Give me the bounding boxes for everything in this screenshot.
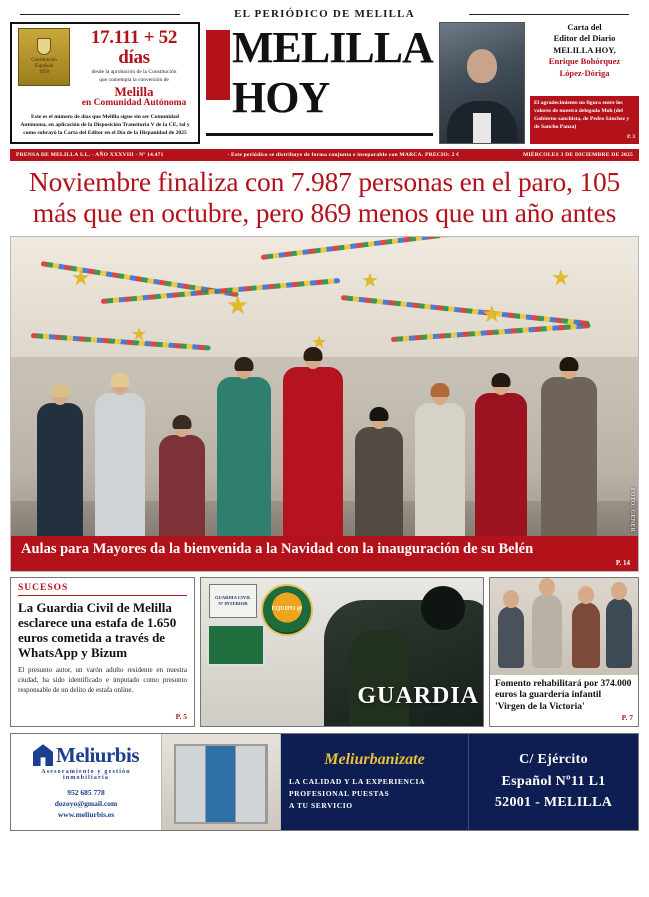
headline-line-2: más que en octubre, pero 869 menos que un año antes — [32, 196, 617, 228]
guarderia-page-ref: P. 7 — [621, 712, 633, 722]
counter-since: desde la aprobación de la Constitución — [91, 68, 177, 75]
constitution-book-icon — [18, 28, 70, 86]
top-strip-label: EL PERIÓDICO DE MELILLA — [234, 8, 415, 20]
photo-person-hair — [492, 373, 511, 387]
shopfront-panel — [236, 746, 266, 822]
counter-head — [76, 28, 192, 109]
masthead — [10, 22, 639, 144]
counter-body-text: Este es el número de días que Melilla sigue sin ser Comunidad Autónoma, en aplicación de la Disposición Transitoria V de la CE, tal y como subrayó la Carta del Editor en el Día de la Hispanidad de 2025 — [20, 114, 190, 137]
gc-officer-head — [421, 586, 465, 630]
advert-slogan-line-3: A TU SERVICIO — [289, 800, 353, 810]
photo-person-head — [503, 590, 519, 608]
editor-quote-text: El agradecimiento no figura entre los valores de nuestra delegada Moh (del Gobierno sanchista, de Pedro Sánchez y de Sancho Panza) — [534, 100, 630, 130]
photo-person-hair — [235, 357, 254, 371]
sucesos-title: La Guardia Civil de Melilla esclarece una estafa de 1.650 euros cometida a través de WhatsApp y Bizum — [18, 599, 177, 660]
gc-green-board — [207, 624, 265, 666]
photo-person — [475, 393, 527, 553]
counter-melilla-sub: en Comunidad Autónoma — [81, 98, 187, 109]
guarderia-caption — [490, 675, 638, 725]
guardia-civil-sign — [209, 584, 257, 618]
masthead-logo — [206, 22, 433, 144]
photo-person-hair — [173, 415, 192, 429]
infobar-left: PRENSA DE MELILLA S.L. - AÑO XXXVIII - Nº 14.471 — [16, 152, 164, 158]
guarderia-photo[interactable] — [489, 577, 639, 727]
photo-person — [606, 598, 632, 668]
book-line-3: 1978 — [39, 70, 49, 76]
photo-person — [217, 377, 271, 553]
book-line-2: Española — [34, 63, 54, 69]
main-photo-caption-text: Aulas para Mayores da la bienvenida a la Navidad con la inauguración de su Belén — [21, 540, 534, 557]
editor-photo-shirt — [473, 113, 491, 143]
bottom-advert[interactable] — [10, 733, 639, 831]
headline-line-1: Noviembre finaliza con 7.987 personas en el paro, 105 — [28, 166, 621, 197]
advert-slogan-line-2: PROFESIONAL PUESTAS — [289, 788, 390, 798]
top-strip — [10, 8, 639, 20]
editor-page-ref: P. 3 — [627, 133, 635, 140]
sucesos-body: El presunto autor, un varón adulto residente en nuestra ciudad, ha sido identificado e imputado como presunto responsable de un delito de estafa online. — [18, 665, 187, 695]
days-counter: 17.111 + 52 días — [90, 27, 178, 68]
photo-credit: FOTO: GENER — [629, 488, 635, 533]
logo-red-block — [206, 30, 230, 100]
editor-title — [530, 22, 639, 79]
top-strip-rule-right — [469, 14, 629, 15]
advert-address-line-1: C/ Ejército — [519, 752, 588, 768]
main-photo-caption — [11, 536, 638, 571]
advert-address-line-2: Español Nº11 L1 — [501, 773, 606, 789]
gc-emblem-icon: EQUIPO @ — [261, 584, 313, 636]
gc-jacket-text: GUARDIA — [357, 682, 479, 709]
editor-name-line-1: Enrique Bohórquez — [548, 56, 621, 67]
advert-company-block — [11, 734, 161, 830]
house-icon — [33, 744, 53, 766]
editor-title-line-2: Editor del Diario — [553, 33, 616, 44]
guarderia-caption-text: Fomento rehabilitará por 374.000 euros la guardería infantil 'Virgen de la Victoria' — [495, 679, 632, 712]
logo-line-1: MELILLA — [232, 23, 433, 72]
advert-brand-block — [281, 734, 468, 830]
photo-person — [415, 403, 465, 553]
photo-person-head — [539, 578, 555, 596]
shopfront-door — [206, 746, 236, 822]
main-headline — [10, 161, 639, 236]
constitution-counter-box — [10, 22, 200, 144]
shopfront-panel — [176, 746, 206, 822]
photo-person-hair — [51, 383, 70, 397]
photo-person — [95, 393, 145, 553]
photo-person — [37, 403, 83, 553]
advert-logo-text: Meliurbis — [56, 742, 139, 767]
editor-quote-box — [530, 96, 639, 144]
gc-sign-line-1: GUARDIA CIVIL — [214, 595, 252, 601]
counter-contains: que contempla la conversión de — [99, 76, 169, 83]
shopfront-illustration — [174, 744, 268, 824]
photo-person — [541, 377, 597, 553]
sucesos-page-ref: P. 5 — [175, 711, 187, 721]
photo-person-hair — [431, 383, 450, 397]
advert-slogan-line-1: LA CALIDAD Y LA EXPERIENCIA — [289, 776, 426, 786]
advert-email[interactable]: dozoyo@gmail.com — [54, 798, 118, 808]
advert-slogan — [289, 776, 460, 812]
top-strip-rule-left — [20, 14, 180, 15]
photo-person-head — [611, 582, 627, 600]
book-line-1: Constitución — [31, 57, 57, 63]
photo-person — [572, 602, 600, 668]
main-photo-page-ref: P. 14 — [615, 558, 630, 567]
photo-person — [355, 427, 403, 553]
gc-sign-line-2: Nº INTERIOR — [218, 600, 248, 606]
editor-photo-head — [467, 49, 497, 83]
editor-letter-box — [439, 22, 639, 144]
advert-website[interactable]: www.meliurbis.es — [57, 810, 115, 820]
photo-person — [532, 594, 562, 668]
logo-underline — [206, 133, 433, 136]
counter-top-row — [18, 28, 192, 109]
photo-person — [498, 606, 524, 668]
photo-person-hair — [370, 407, 389, 421]
advert-brand-name: Meliurbanizate — [324, 750, 425, 768]
editor-name-line-2: López-Dóriga — [559, 67, 610, 78]
lower-stories — [10, 577, 639, 727]
main-photo — [10, 236, 639, 572]
advert-address-line-3: 52001 - MELILLA — [494, 795, 613, 811]
counter-melilla: Melilla — [114, 83, 154, 99]
advert-address-block — [468, 734, 638, 830]
advert-logo-subtitle: Asesoramiento y gestión inmobiliaria — [41, 768, 131, 781]
advert-phone[interactable]: 952 685 778 — [67, 787, 105, 797]
photo-person-dancer — [283, 367, 343, 553]
editor-photo — [439, 22, 525, 144]
spain-shield-icon — [37, 38, 51, 55]
sucesos-kicker: SUCESOS — [18, 583, 187, 596]
gc-officer-arm — [349, 630, 409, 726]
advert-logo — [33, 743, 139, 768]
photo-person-hair — [111, 373, 130, 387]
article-sucesos[interactable] — [10, 577, 195, 727]
photo-person-head — [578, 586, 594, 604]
photo-person-hair — [304, 347, 323, 361]
infobar-date: MIÉRCOLES 3 DE DICIEMBRE DE 2025 — [522, 152, 633, 158]
advert-contact — [55, 787, 118, 821]
photo-person-hair — [560, 357, 579, 371]
infobar-middle: - Este periódico se distribuye de forma conjunta e inseparable con MARCA. PRECIO: 2 € — [227, 152, 460, 158]
logo-line-2: HOY — [232, 73, 330, 122]
editor-title-line-3: MELILLA HOY, — [553, 44, 616, 55]
editor-title-line-1: Carta del — [567, 22, 602, 32]
guardia-civil-photo — [200, 577, 484, 727]
publication-info-bar — [10, 149, 639, 161]
advert-photo — [161, 734, 281, 830]
